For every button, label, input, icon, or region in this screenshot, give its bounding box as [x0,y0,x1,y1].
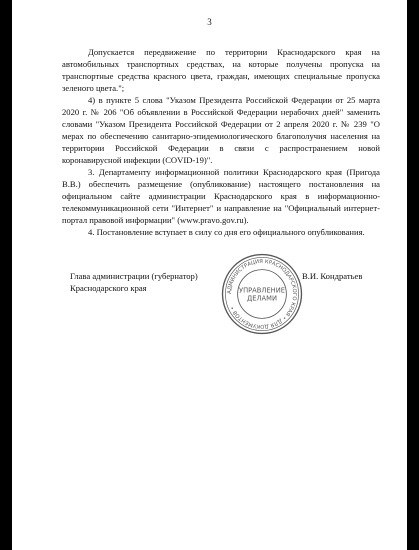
paragraph-1: Допускается передвижение по территории Краснодарского края на автомобильных транспортных средствах, на которые получены пропуска на транспортные средства красного цвета, граждан, имеющих специальные пропуска зеленого цвета."; [62,47,380,93]
seal-center-line-2: ДЕЛАМИ [247,294,277,303]
signatory-title-line-1: Глава администрации (губернатор) [70,271,198,281]
seal-center-line-1: УПРАВЛЕНИЕ [238,286,286,295]
page-number: 3 [207,17,212,27]
paragraph-3: 3. Департаменту информационной политики Краснодарского края (Пригода В.В.) обеспечить размещение (опубликование) настоящего постановления на официальном сайте администрации Краснодарского края в информационно-телекоммуникационной сети "Интернет" и направление на "Официальный интернет-портал правовой информации" (www.pravo.gov.ru). [62,167,380,225]
document-body [62,46,380,238]
document-page [12,0,407,550]
signatory-title [70,270,198,294]
signature-block [62,258,380,390]
paragraph-2: 4) в пункте 5 слова "Указом Президента Российской Федерации от 25 марта 2020 г. № 206 "Об объявлении в Российской Федерации нерабочих дней" заменить словами "Указом Президента Российской Федерации от 2 апреля 2020 г. № 239 "О мерах по обеспечению санитарно-эпидемиологического благополучия населения на территории Российской Федерации в связи с распространением новой коронавирусной инфекции (COVID-19)". [62,95,380,165]
signatory-name: В.И. Кондратьев [302,271,363,281]
seal-ring-text: АДМИНИСТРАЦИЯ КРАСНОДАРСКОГО КРАЯ • ДЛЯ ДОКУМЕНТОВ • [226,258,298,330]
official-seal-stamp [220,252,304,336]
paragraph-4: 4. Постановление вступает в силу со дня его официального опубликования. [88,227,365,237]
signatory-title-line-2: Краснодарского края [70,283,147,293]
